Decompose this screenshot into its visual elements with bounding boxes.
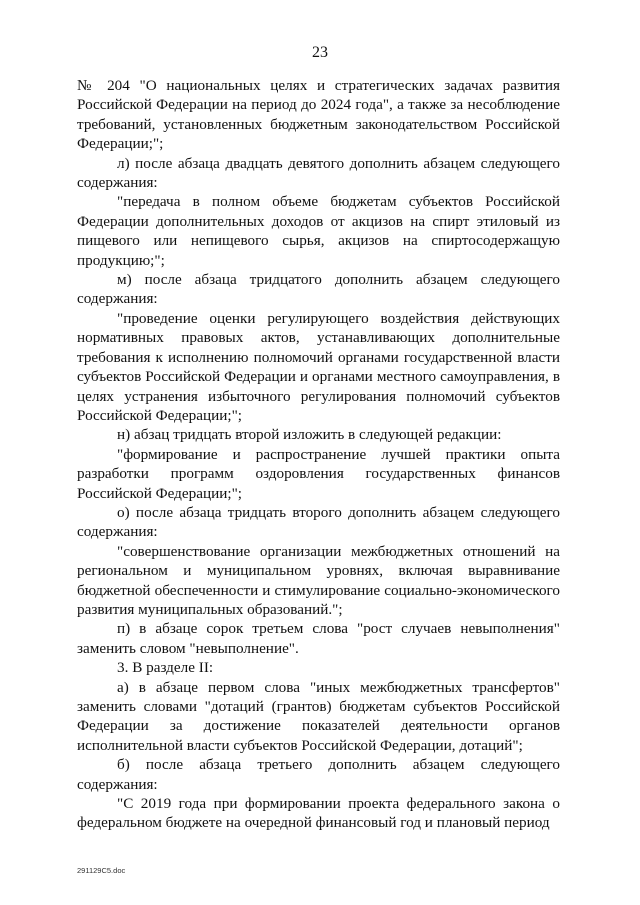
paragraph-item-n: н) абзац тридцать второй изложить в следующей редакции: [117, 426, 502, 444]
paragraph-item-b: б) после абзаца третьего дополнить абзацем следующего содержания: [77, 756, 560, 793]
paragraph-item-a: а) в абзаце первом слова "иных межбюджетных трансфертов" заменить словами "дотаций (грантов) бюджетам субъектов Российской Федерации за достижение показателей деятельности органов исполнительной власти субъектов Российской Федерации, дотаций"; [77, 678, 560, 754]
document-body [77, 76, 560, 833]
paragraph-quote-b: "С 2019 года при формировании проекта федерального закона о федеральном бюджете на очередной финансовый год и плановый период [77, 795, 560, 832]
paragraph-quote-m: "проведение оценки регулирующего воздействия действующих нормативных правовых актов, устанавливающих дополнительные требования к исполнению полномочий органами государственной власти субъектов Российской Федерации и органами местного самоуправления, в целях устранения избыточного регулирования полномочий субъектов Российской Федерации;"; [77, 309, 560, 424]
paragraph-item-l: л) после абзаца двадцать девятого дополнить абзацем следующего содержания: [77, 154, 560, 192]
footer-file-code: 291129C5.doc [77, 866, 126, 875]
page-number: 23 [312, 44, 328, 61]
section-heading: 3. В разделе II: [117, 659, 214, 677]
paragraph-item-p: п) в абзаце сорок третьем слова "рост случаев невыполнения" заменить словом "невыполнение". [77, 620, 560, 657]
paragraph-continuation: № 204 "О национальных целях и стратегических задачах развития Российской Федерации на период до 2024 года", а также за несоблюдение требований, установленных бюджетным законодательством Российской Федерации;"; [77, 77, 560, 153]
paragraph-quote-o: "совершенствование организации межбюджетных отношений на региональном и муниципальном уровнях, включая выравнивание бюджетной обеспеченности и стимулирование социально-экономического развития муниципальных образований."; [77, 542, 560, 618]
paragraph-quote-l: "передача в полном объеме бюджетам субъектов Российской Федерации дополнительных доходов от акцизов на спирт этиловый из пищевого или непищевого сырья, акцизов на спиртосодержащую продукцию;"; [77, 193, 560, 269]
paragraph-item-m: м) после абзаца тридцатого дополнить абзацем следующего содержания: [77, 271, 560, 308]
paragraph-item-o: о) после абзаца тридцать второго дополнить абзацем следующего содержания: [77, 503, 560, 541]
paragraph-quote-n: "формирование и распространение лучшей практики опыта разработки программ оздоровления государственных финансов Российской Федерации;"; [77, 445, 560, 502]
